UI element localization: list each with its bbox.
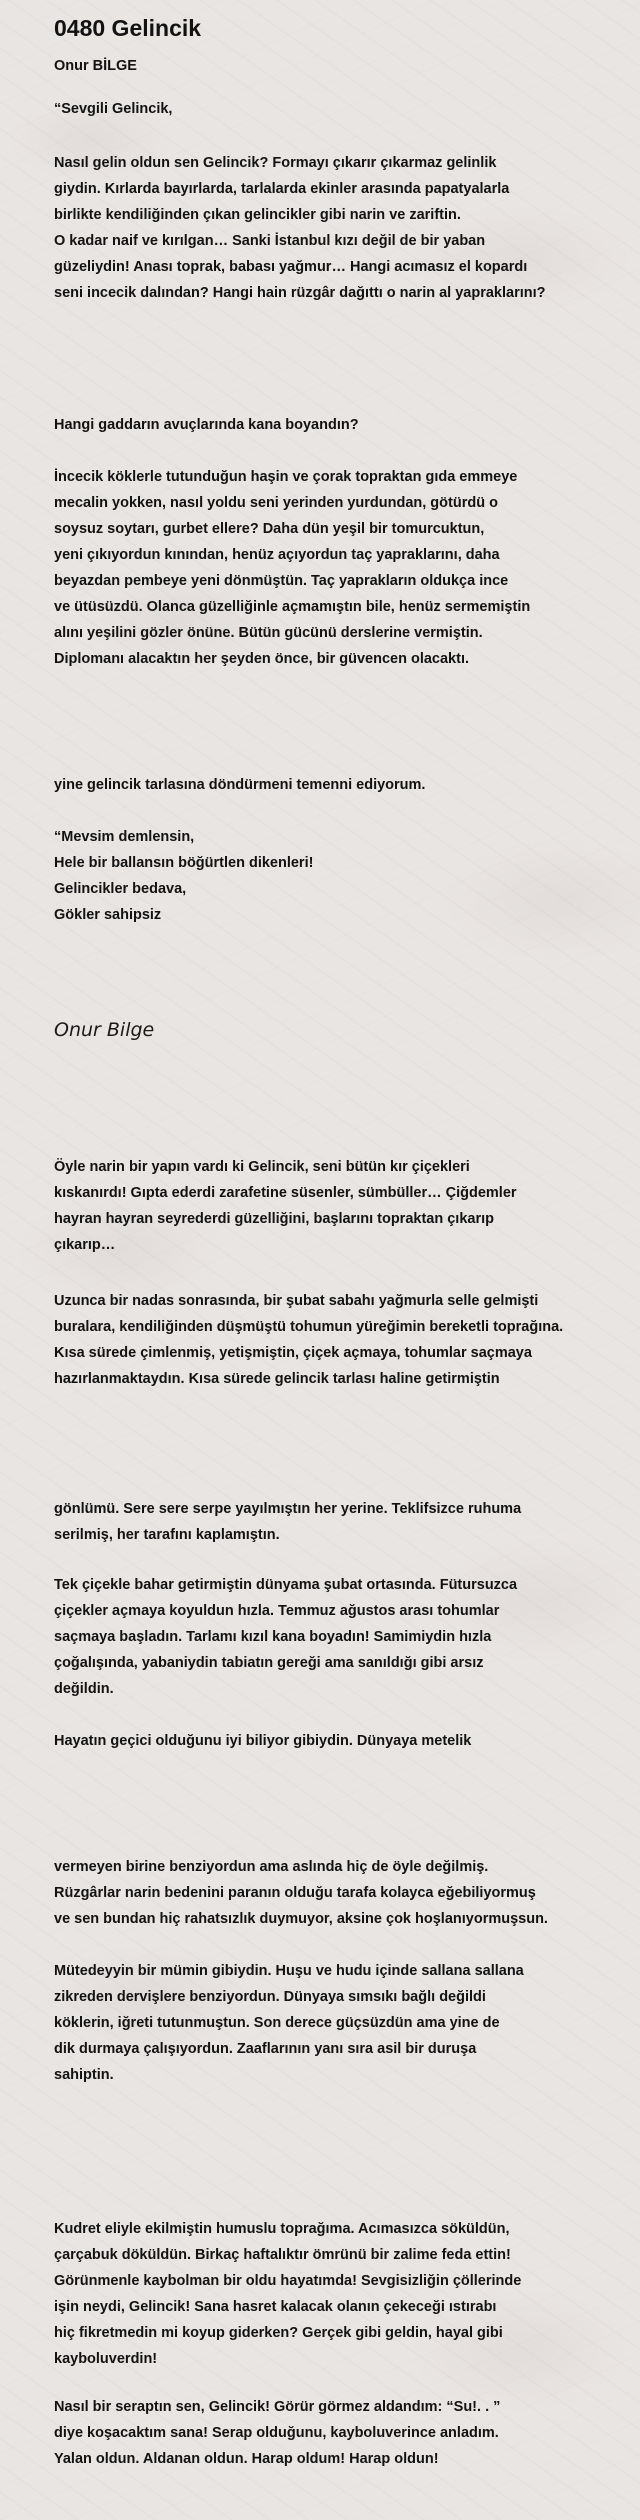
text-line: birlikte kendiliğinden çıkan gelincikler gibi narin ve zariftin.	[54, 207, 461, 223]
paragraph-5	[54, 772, 626, 798]
paragraph-3	[54, 412, 626, 438]
text-line: çoğalışında, yabaniydin tabiatın gereği ama sanıldığı gibi arsız	[54, 1655, 484, 1671]
text-line: işin neydi, Gelincik! Sana hasret kalacak olanın çekeceği ıstırabı	[54, 2299, 497, 2315]
text-line: yeni çıkıyordun kınından, henüz açıyordun taç yapraklarını, daha	[54, 547, 500, 563]
text-line: Görünmenle kaybolman bir oldu hayatımda! Sevgisizliğin çöllerinde	[54, 2273, 522, 2289]
paragraph-13	[54, 1958, 626, 2088]
text-line: dik durmaya çalışıyordun. Zaaflarının yanı sıra asil bir duruşa	[54, 2041, 477, 2057]
text-line: kayboluverdin!	[54, 2351, 158, 2367]
text-line: zikreden dervişlere benziyordun. Dünyaya sımsıkı bağlı değildi	[54, 1989, 486, 2005]
text-line: “Mevsim demlensin,	[54, 829, 195, 845]
text-line: beyazdan pembeye yeni dönmüştün. Taç yaprakların oldukça ince	[54, 573, 509, 589]
paragraph-8	[54, 1288, 626, 1392]
poem-page	[54, 14, 626, 2467]
text-line: Nasıl gelin oldun sen Gelincik? Formayı çıkarır çıkarmaz gelinlik	[54, 155, 497, 171]
text-line: soysuz soytarı, gurbet ellere? Daha dün yeşil bir tomurcuktun,	[54, 521, 485, 537]
text-line: Tek çiçekle bahar getirmiştin dünyama şubat ortasında. Fütursuzca	[54, 1577, 518, 1593]
text-line: hiç fikretmedin mi koyup giderken? Gerçek gibi geldin, hayal gibi	[54, 2325, 503, 2341]
text-line: güzeliydin! Anası toprak, babası yağmur… Hangi acımasız el kopardı	[54, 259, 528, 275]
text-line: İncecik köklerle tutunduğun haşin ve çorak topraktan gıda emmeye	[54, 469, 518, 485]
page-title: 0480 Gelincik	[54, 15, 202, 41]
paragraph-15	[54, 2394, 626, 2472]
text-line: sahiptin.	[54, 2067, 114, 2083]
text-line: alını yeşilini gözler önüne. Bütün gücünü derslerine vermiştin.	[54, 625, 483, 641]
text-line: mecalin yokken, nasıl yoldu seni yerinden yurdundan, götürdü o	[54, 495, 498, 511]
text-line: Hayatın geçici olduğunu iyi biliyor gibiydin. Dünyaya metelik	[54, 1733, 472, 1749]
text-line: hazırlanmaktaydın. Kısa sürede gelincik tarlası haline getirmiştin	[54, 1371, 500, 1387]
text-line: hayran hayran seyrederdi güzelliğini, başlarını topraktan çıkarıp	[54, 1211, 494, 1227]
text-line: Nasıl bir seraptın sen, Gelincik! Görür görmez aldandım: “Su!. . ”	[54, 2399, 501, 2415]
text-line: Hele bir ballansın böğürtlen dikenleri!	[54, 855, 314, 871]
paragraph-11	[54, 1728, 626, 1754]
text-line: gönlümü. Sere sere serpe yayılmıştın her yerine. Teklifsizce ruhuma	[54, 1501, 522, 1517]
paragraph-7	[54, 1154, 626, 1258]
text-line: Gökler sahipsiz	[54, 907, 162, 923]
text-line: Mütedeyyin bir mümin gibiydin. Huşu ve hudu içinde sallana sallana	[54, 1963, 524, 1979]
paragraph-12	[54, 1854, 626, 1932]
text-line: “Sevgili Gelincik,	[54, 101, 173, 117]
text-line: Kısa sürede çimlenmiş, yetişmiştin, çiçek açmaya, tohumlar saçmaya	[54, 1345, 532, 1361]
text-line: çıkarıp…	[54, 1237, 116, 1253]
text-line: vermeyen birine benziyordun ama aslında hiç de öyle değilmiş.	[54, 1859, 489, 1875]
text-line: çarçabuk döküldün. Birkaç haftalıktır ömrünü bir zalime feda ettin!	[54, 2247, 511, 2263]
paragraph-4	[54, 464, 626, 672]
text-line: değildin.	[54, 1681, 114, 1697]
text-line: giydin. Kırlarda bayırlarda, tarlalarda ekinler arasında papatyalarla	[54, 181, 510, 197]
text-line: O kadar naif ve kırılgan… Sanki İstanbul kızı değil de bir yaban	[54, 233, 486, 249]
text-line: seni incecik dalından? Hangi hain rüzgâr dağıttı o narin al yapraklarını?	[54, 285, 546, 301]
text-line: Diplomanı alacaktın her şeyden önce, bir güvencen olacaktı.	[54, 651, 469, 667]
text-line: diye koşacaktım sana! Serap olduğunu, kayboluverince anladım.	[54, 2425, 499, 2441]
signature: Onur Bilge	[54, 1019, 155, 1041]
text-line: Yalan oldun. Aldanan oldun. Harap oldum! Harap oldun!	[54, 2451, 439, 2467]
text-line: Uzunca bir nadas sonrasında, bir şubat sabahı yağmurla selle gelmişti	[54, 1293, 539, 1309]
paragraph-14	[54, 2216, 626, 2372]
author-name: Onur BİLGE	[54, 58, 137, 74]
paragraph-6	[54, 824, 626, 928]
text-line: buralara, kendiliğinden düşmüştü tohumun yüreğimin bereketli toprağına.	[54, 1319, 564, 1335]
text-line: çiçekler açmaya koyuldun hızla. Temmuz ağustos arası tohumlar	[54, 1603, 500, 1619]
text-line: ve ütüsüzdü. Olanca güzelliğinle açmamıştın bile, henüz sermemiştin	[54, 599, 531, 615]
paragraph-2	[54, 150, 626, 306]
text-line: Gelincikler bedava,	[54, 881, 187, 897]
text-line: Rüzgârlar narin bedenini paranın olduğu tarafa kolayca eğebiliyormuş	[54, 1885, 536, 1901]
text-line: kıskanırdı! Gıpta ederdi zarafetine süsenler, sümbüller… Çiğdemler	[54, 1185, 517, 1201]
paragraph-1	[54, 96, 626, 122]
text-line: Öyle narin bir yapın vardı ki Gelincik, seni bütün kır çiçekleri	[54, 1159, 470, 1175]
text-line: yine gelincik tarlasına döndürmeni temenni ediyorum.	[54, 777, 426, 793]
text-line: saçmaya başladın. Tarlamı kızıl kana boyadın! Samimiydin hızla	[54, 1629, 492, 1645]
text-line: serilmiş, her tarafını kaplamıştın.	[54, 1527, 280, 1543]
paragraph-10	[54, 1572, 626, 1702]
text-line: köklerin, iğreti tutunmuştun. Son derece güçsüzdün ama yine de	[54, 2015, 500, 2031]
text-line: Hangi gaddarın avuçlarında kana boyandın?	[54, 417, 359, 433]
text-line: Kudret eliyle ekilmiştin humuslu toprağıma. Acımasızca söküldün,	[54, 2221, 510, 2237]
text-line: ve sen bundan hiç rahatsızlık duymuyor, aksine çok hoşlanıyormuşsun.	[54, 1911, 548, 1927]
paragraph-9	[54, 1496, 626, 1548]
